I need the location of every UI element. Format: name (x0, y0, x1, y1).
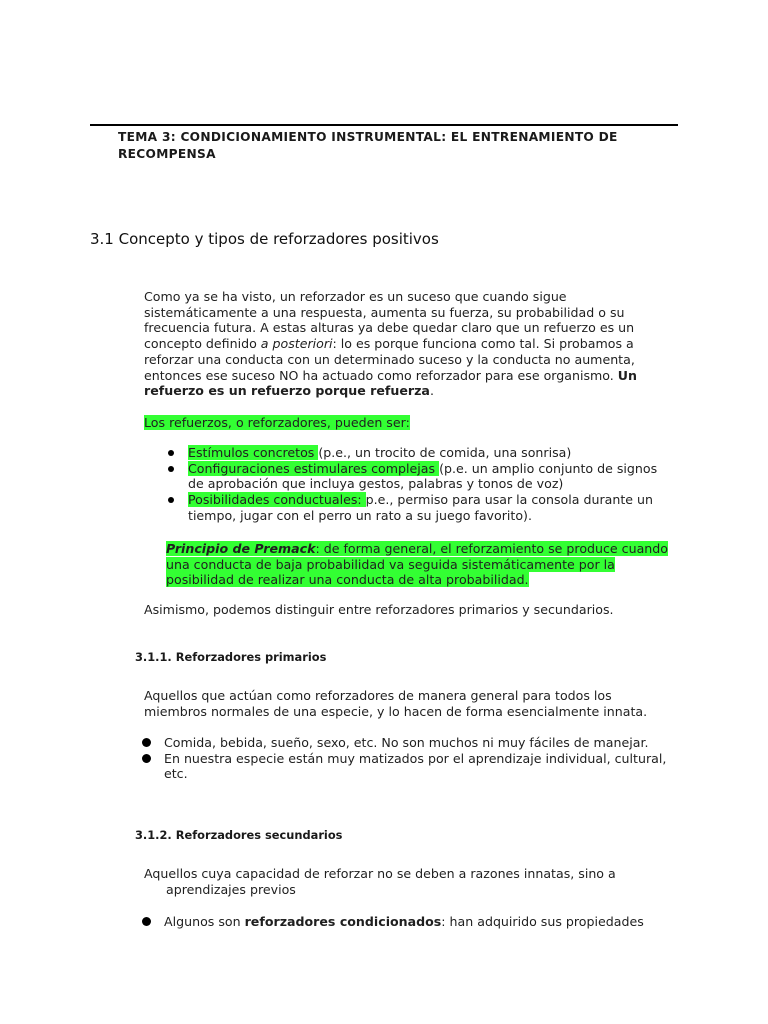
type-highlight: Estímulos concretos (188, 445, 319, 460)
secundarios-list (142, 914, 672, 930)
types-heading-text: Los refuerzos, o reforzadores, pueden ser: (144, 415, 410, 430)
intro-bold: Un refuerzo es un refuerzo porque refuerza (144, 367, 637, 399)
secundarios-paragraph (144, 866, 664, 897)
primarios-item: En nuestra especie están muy matizados por el aprendizaje individual, cultural, etc. (164, 750, 667, 782)
type-rest: p.e., permiso para usar la consola durante un tiempo, jugar con el perro un rato a su juego favorito). (188, 492, 653, 523)
primarios-list (142, 735, 672, 782)
primarios-paragraph: Aquellos que actúan como reforzadores de manera general para todos los miembros normales de una especie, y lo hacen de forma esencialmente innata. (144, 688, 648, 719)
list-item (166, 445, 666, 461)
premack-label: Principio de Premack (166, 541, 316, 556)
bullet-icon (142, 917, 151, 926)
types-heading (144, 415, 410, 431)
intro-text-c: . (429, 383, 434, 399)
intro-text-a: Como ya se ha visto, un reforzador es un suceso que cuando sigue sistemáticamente a una respuesta, aumenta su fuerza, su probabilidad o su frecuencia futura. A estas alturas ya debe quedar claro que un refuerzo es un concepto definido (144, 289, 635, 352)
secundarios-heading: 3.1.2. Reforzadores secundarios (135, 828, 343, 842)
intro-text-b: : lo es porque funciona como tal. Si probamos a reforzar una conducta con un determinado suceso y la conducta no aumenta, entonces ese suceso NO ha actuado como reforzador para ese organismo. (144, 336, 635, 383)
bullet-icon (168, 450, 174, 456)
section-title: 3.1 Concepto y tipos de reforzadores positivos (90, 230, 439, 248)
header-rule (90, 124, 678, 126)
bullet-icon (142, 738, 151, 747)
list-item (142, 751, 672, 782)
bullet-icon (168, 466, 174, 472)
intro-paragraph (144, 289, 654, 399)
type-rest: (p.e., un trocito de comida, una sonrisa) (318, 445, 572, 460)
type-rest: (p.e. un amplio conjunto de signos de aprobación que incluya gestos, palabras y tonos de voz) (188, 460, 658, 492)
chapter-title-line1: TEMA 3: CONDICIONAMIENTO INSTRUMENTAL: EL ENTRENAMIENTO DE (118, 130, 618, 144)
list-item (142, 914, 672, 930)
bullet-icon (142, 754, 151, 763)
list-item (166, 461, 666, 492)
intro-italic: a posteriori (260, 336, 333, 352)
list-item (166, 492, 666, 523)
type-highlight: Posibilidades conductuales: (188, 492, 366, 508)
premack-text: : de forma general, el reforzamiento se produce cuando una conducta de baja probabilidad va seguida sistemáticamente por la posibilidad de realizar una conducta de alta probabilidad. (166, 541, 668, 588)
bullet-icon (168, 497, 174, 503)
premack-principle (166, 541, 676, 588)
distinguish-paragraph: Asimismo, podemos distinguir entre reforzadores primarios y secundarios. (144, 602, 614, 617)
secundarios-item-prefix: Algunos son (164, 914, 245, 929)
secundarios-item-rest: : han adquirido sus propiedades (441, 914, 644, 929)
types-list (166, 445, 666, 524)
list-item (142, 735, 672, 751)
secundarios-line1: Aquellos cuya capacidad de reforzar no se deben a razones innatas, sino a (144, 866, 616, 881)
type-highlight: Configuraciones estimulares complejas (188, 460, 440, 476)
chapter-title-line2: RECOMPENSA (118, 147, 216, 161)
primarios-item: Comida, bebida, sueño, sexo, etc. No son muchos ni muy fáciles de manejar. (164, 735, 649, 750)
secundarios-line2: aprendizajes previos (166, 881, 296, 897)
primarios-heading: 3.1.1. Reforzadores primarios (135, 650, 327, 664)
secundarios-item-bold: reforzadores condicionados (244, 914, 442, 929)
chapter-title (118, 129, 678, 163)
